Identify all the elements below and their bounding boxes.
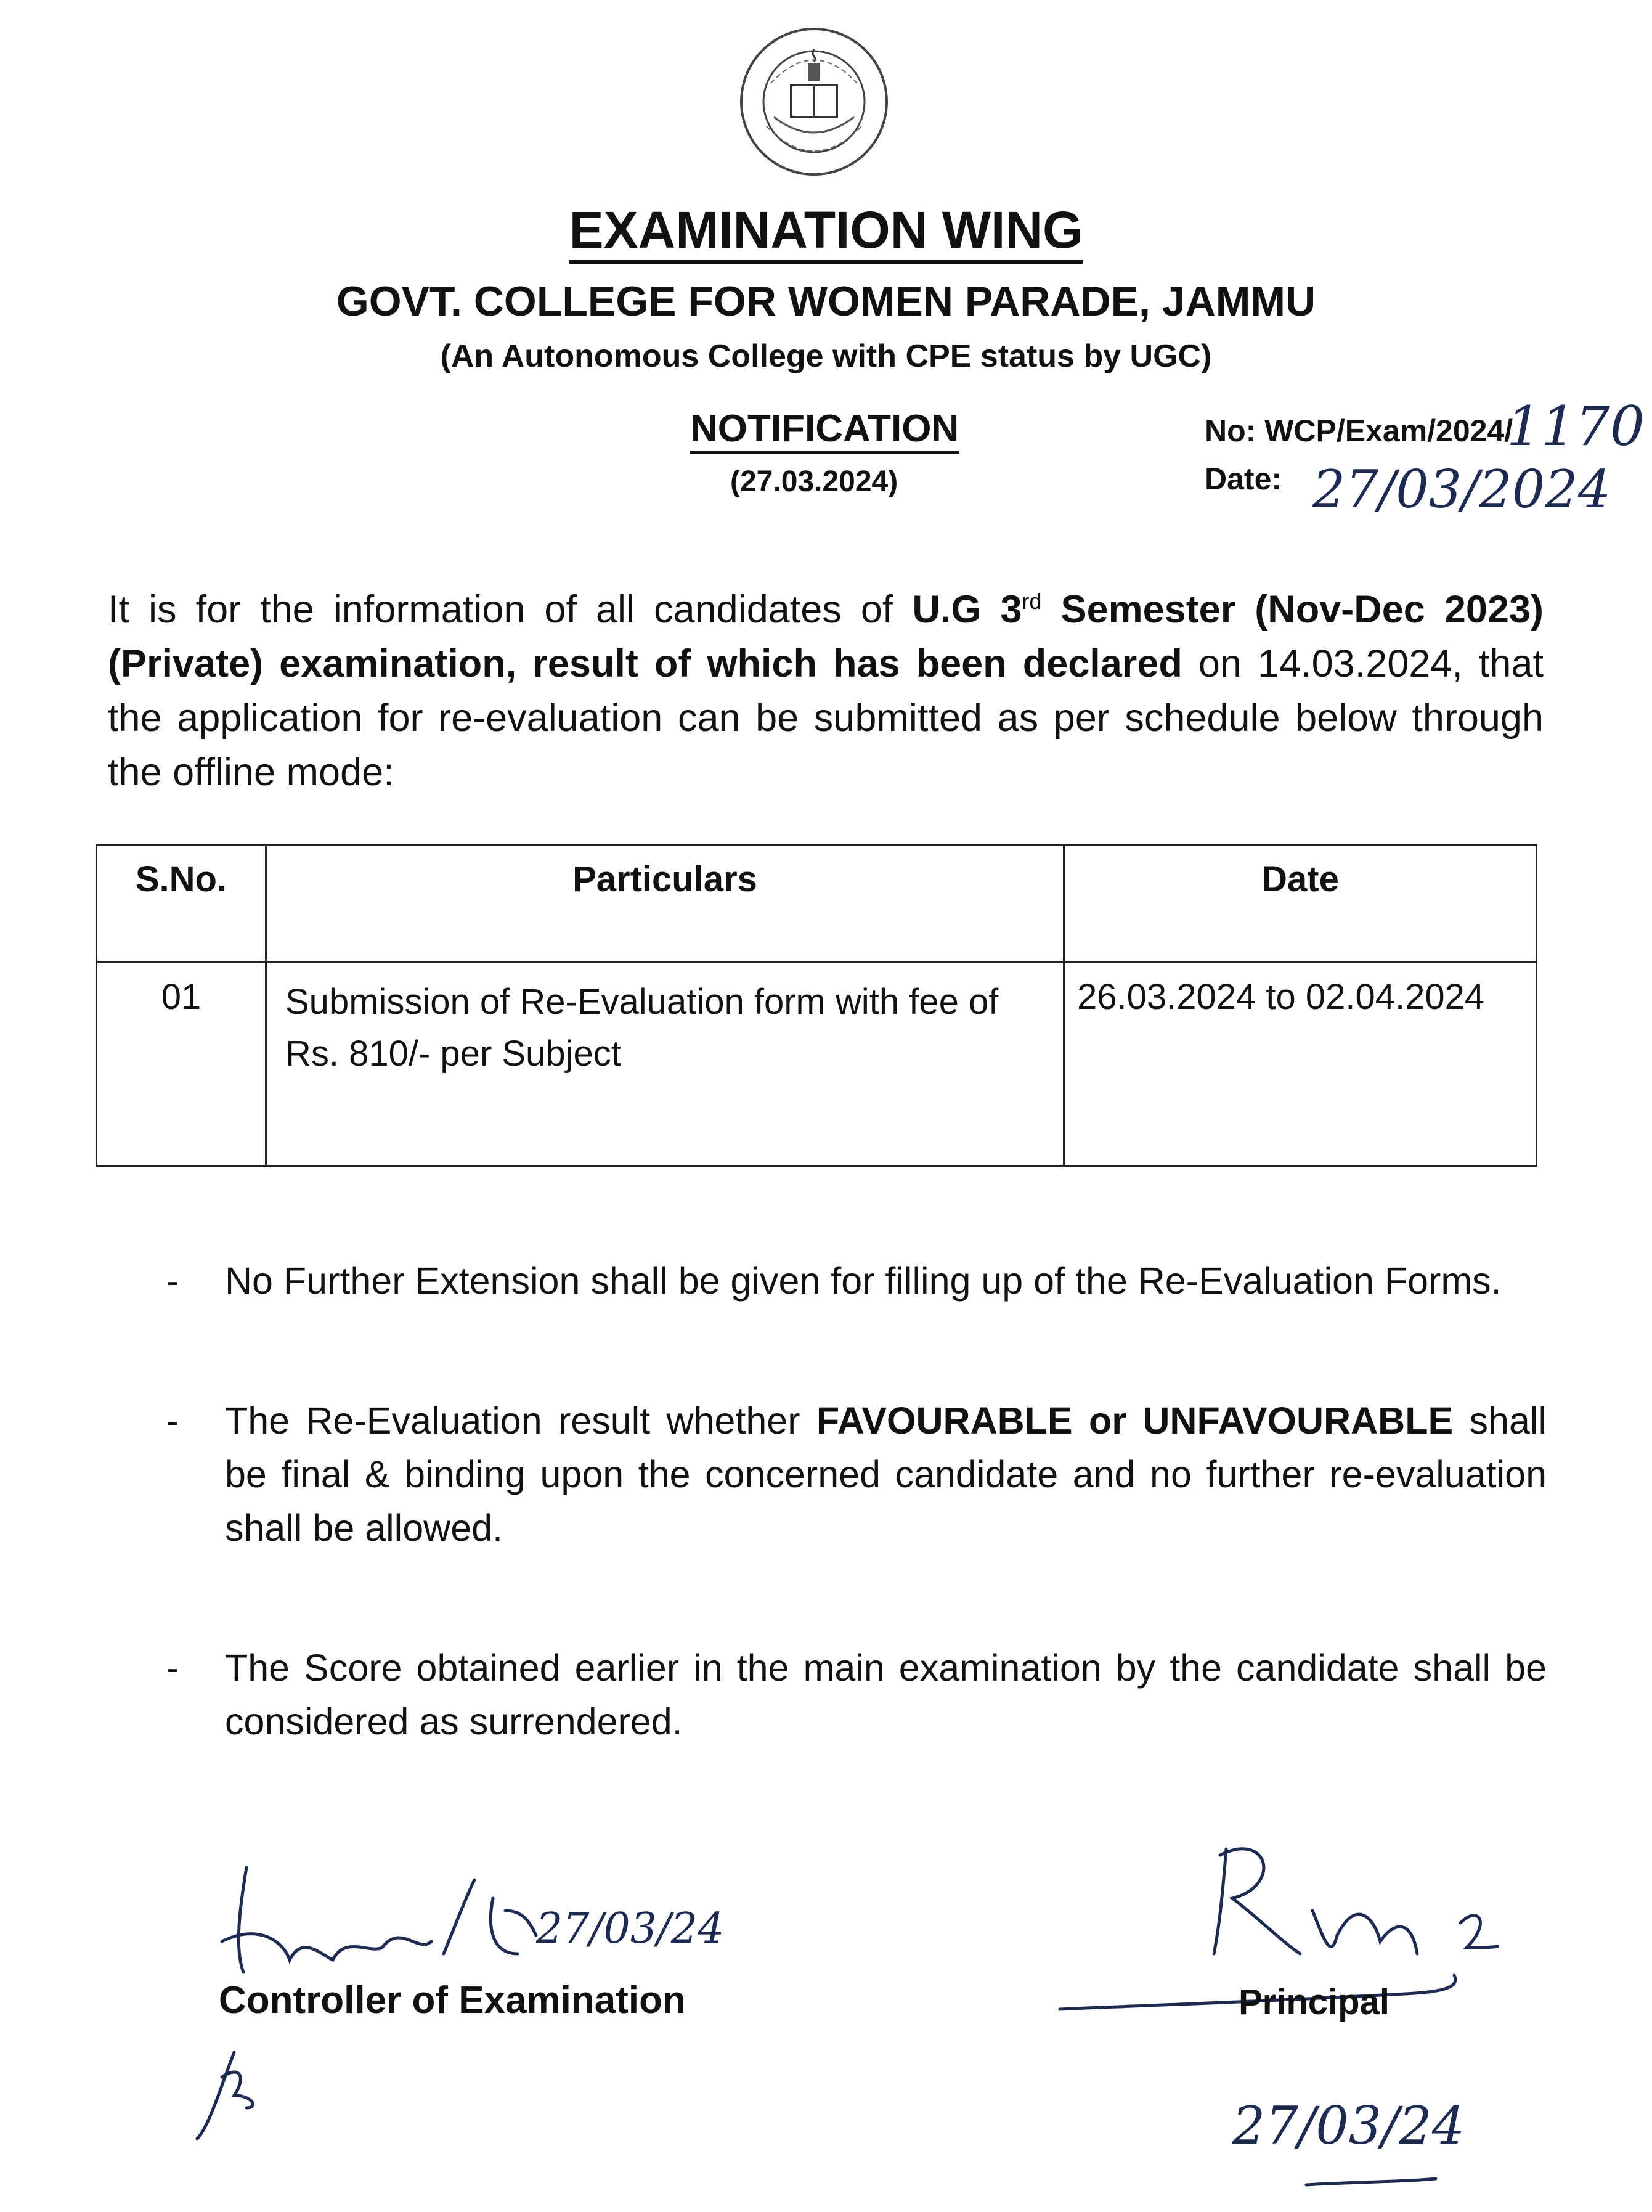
- controller-signature-stroke: [222, 1867, 474, 1972]
- table-row: [97, 962, 1537, 1166]
- list-item-text: No Further Extension shall be given for filling up of the Re-Evaluation Forms.: [225, 1260, 1502, 1302]
- list-item: [166, 1641, 1547, 1749]
- list-item: [166, 1254, 1547, 1308]
- notification-date: (27.03.2024): [730, 465, 898, 498]
- college-seal: [737, 25, 891, 179]
- college-status-subheading: (An Autonomous College with CPE status by UGC): [440, 338, 1212, 374]
- header-particulars: Particulars: [266, 846, 1064, 962]
- college-seal-icon: [737, 25, 891, 179]
- list-item-text-bold: FAVOURABLE or UNFAVOURABLE: [816, 1400, 1454, 1442]
- examination-wing-heading: [0, 200, 1652, 260]
- dash-marker: -: [166, 1647, 179, 1689]
- cell-date: 26.03.2024 to 02.04.2024: [1064, 962, 1537, 1166]
- schedule-table: [96, 844, 1537, 1167]
- principal-numeral-stroke: [1460, 1916, 1497, 1948]
- body-text-intro: It is for the information of all candidates of: [108, 588, 913, 631]
- list-item: [166, 1394, 1547, 1555]
- body-text-exam: Semester (Nov-Dec 2023) (Private) examination, result of which has been declared: [108, 588, 1544, 685]
- principal-signature-stroke: [1214, 1849, 1417, 1954]
- list-item-text: The Score obtained earlier in the main examination by the candidate shall be considered as surrendered.: [225, 1647, 1547, 1742]
- list-item-text-post: shall be final & binding upon the concerned candidate and no further re-evaluation shall be allowed.: [225, 1400, 1547, 1549]
- principal-date-underline-stroke: [1306, 2179, 1436, 2185]
- principal-handwritten-date: 27/03/24: [1232, 2096, 1465, 2156]
- header-sno: S.No.: [97, 846, 266, 962]
- cell-sno: 01: [97, 962, 266, 1166]
- reference-number-label: No: WCP/Exam/2024/: [1205, 414, 1513, 448]
- controller-initial-stroke: [490, 1898, 536, 1954]
- controller-small-initial-stroke: [197, 2052, 253, 2139]
- notification-body-paragraph: [108, 582, 1544, 799]
- controller-of-examination-label: Controller of Examination: [219, 1979, 686, 2022]
- dash-marker: -: [166, 1400, 179, 1442]
- dash-marker: -: [166, 1260, 179, 1302]
- handwritten-date: 27/03/2024: [1312, 459, 1611, 520]
- body-text-ordinal: rd: [1022, 589, 1042, 614]
- body-text-course: U.G 3: [912, 588, 1022, 631]
- list-item-text-pre: The Re-Evaluation result whether: [225, 1400, 816, 1442]
- reference-date-label: Date:: [1205, 462, 1282, 496]
- table-header-row: [97, 846, 1537, 962]
- body-text-rest: on 14.03.2024, that the application for re-evaluation can be submitted as per schedule below through the offline mode:: [108, 642, 1544, 794]
- handwritten-reference-number: 1170: [1507, 394, 1645, 458]
- cell-particulars: Submission of Re-Evaluation form with fee of Rs. 810/- per Subject: [266, 962, 1064, 1166]
- header-date: Date: [1064, 846, 1537, 962]
- conditions-list: [166, 1254, 1547, 1835]
- examination-wing-text: EXAMINATION WING: [569, 201, 1083, 264]
- notification-title: NOTIFICATION: [690, 407, 959, 454]
- college-name-heading: GOVT. COLLEGE FOR WOMEN PARADE, JAMMU: [336, 278, 1316, 325]
- principal-label: Principal: [1239, 1982, 1390, 2022]
- controller-handwritten-date: 27/03/24: [536, 1904, 725, 1953]
